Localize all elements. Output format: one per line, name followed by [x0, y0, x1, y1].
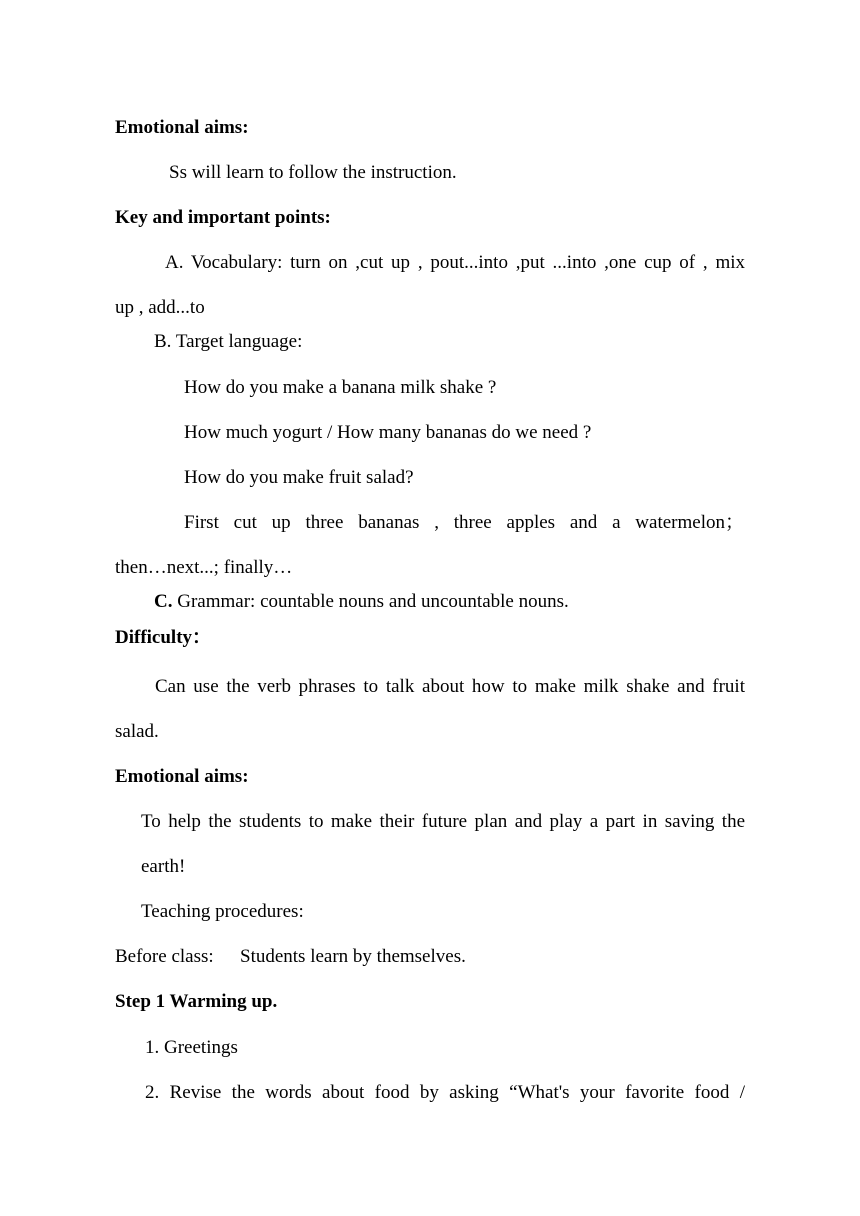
grammar-line [154, 591, 569, 613]
emotional-aims-2-line-2: earth! [141, 856, 186, 877]
emotional-aims-heading: Emotional aims: [115, 117, 249, 138]
step1-item-2: 2. Revise the words about food by asking “What's your favorite food / [145, 1082, 745, 1103]
emotional-aims-2-heading: Emotional aims: [115, 766, 249, 787]
grammar-text: Grammar: countable nouns and uncountable nouns. [172, 591, 569, 612]
grammar-label: C. [154, 591, 173, 612]
before-class-text: Students learn by themselves. [240, 946, 466, 967]
target-language-label: B. Target language: [154, 331, 303, 352]
difficulty-heading: Difficulty： [115, 627, 212, 648]
target-question-2: How much yogurt / How many bananas do we need ? [184, 422, 592, 443]
before-class-label: Before class: [115, 946, 214, 967]
vocabulary-line-2: up , add...to [115, 297, 205, 318]
step1-item-1: 1. Greetings [145, 1037, 238, 1058]
difficulty-line-1: Can use the verb phrases to talk about how to make milk shake and fruit [155, 676, 745, 697]
emotional-aims-text: Ss will learn to follow the instruction. [169, 162, 457, 183]
target-question-1: How do you make a banana milk shake ? [184, 377, 497, 398]
emotional-aims-2-line-1: To help the students to make their future plan and play a part in saving the [141, 811, 745, 832]
teaching-procedures-title: Teaching procedures: [141, 901, 304, 922]
step1-heading: Step 1 Warming up. [115, 991, 278, 1012]
key-points-heading: Key and important points: [115, 207, 331, 228]
target-sentence-line-1: First cut up three bananas , three apples and a watermelon； [184, 512, 744, 533]
difficulty-line-2: salad. [115, 721, 159, 742]
target-sentence-line-2: then…next...; finally… [115, 557, 293, 578]
target-question-3: How do you make fruit salad? [184, 467, 414, 488]
vocabulary-line-1: A. Vocabulary: turn on ,cut up , pout...into ,put ...into ,one cup of , mix [165, 252, 745, 273]
